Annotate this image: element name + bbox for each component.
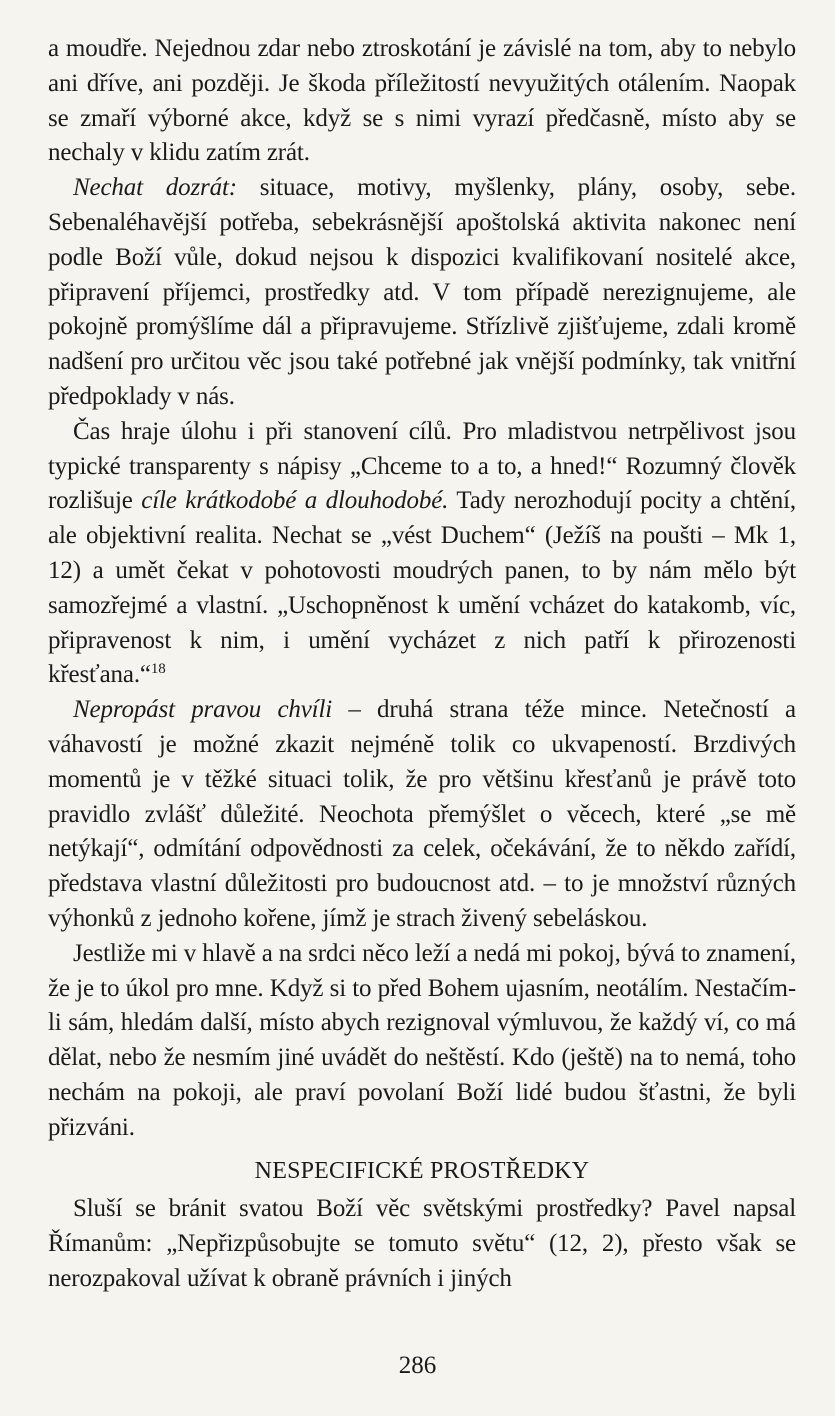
paragraph-continuation [48, 32, 796, 171]
body-text [48, 32, 796, 1297]
paragraph-text: a moudře. Nejednou zdar nebo ztroskotání je závislé na tom, aby to nebylo ani dříve, ani později. Je škoda příležitostí nevyužitých otálením. Naopak se zmaří výborné akce, když se s nimi vyrazí předčasně, místo aby se nechaly v klidu zatím zrát. [48, 35, 796, 167]
italic-lead: Nechat dozrát: [73, 174, 237, 202]
paragraph-nepropast [48, 693, 796, 937]
paragraph-slusi [48, 1192, 796, 1296]
paragraph-text: situace, motivy, myšlenky, plány, osoby, sebe. Sebenaléhavější potřeba, sebekrásnější apoštolská aktivita nakonec není podle Boží vůle, dokud nejsou k dispozici kvalifikovaní nositelé akce, připravení příjemci, prostředky atd. V tom případě nerezignujeme, ale pokojně promýšlíme dál a připravujeme. Střízlivě zjišťujeme, zdali kromě nadšení pro určitou věc jsou také potřebné jak vnější podmínky, tak vnitřní předpoklady v nás. [48, 174, 796, 410]
paragraph-text: Čas hraje úlohu i při stanovení cílů. Pro mladistvou netrpělivost jsou typické transparenty s nápisy „Chceme to a to, a hned!“ Rozumný člověk rozlišuje [48, 417, 796, 515]
paragraph-nechat-dozrat [48, 171, 796, 415]
paragraph-text: Tady nerozhodují pocity a chtění, ale objektivní realita. Nechat se „vést Duchem“ (Ježíš na poušti – Mk 1, 12) a umět čekat v pohotovosti moudrých panen, to by nám mělo být samozřejmé a vlastní. „Uschopněnost k umění vcházet do katakomb, víc, připravenost k nim, i umění vycházet z nich patří k přirozenosti křesťana.“ [48, 487, 796, 689]
italic-phrase: cíle krátkodobé a dlouhodobé. [141, 487, 449, 515]
section-heading: NESPECIFICKÉ PROSTŘEDKY [254, 1157, 590, 1184]
paragraph-jestlize [48, 937, 796, 1146]
italic-lead: Nepropást pravou chvíli [73, 696, 333, 724]
footnote-marker: 18 [150, 661, 166, 678]
paragraph-cas [48, 415, 796, 693]
paragraph-text: – druhá strana téže mince. Netečností a váhavostí je možné zkazit nejméně tolik co ukvapeností. Brzdivých momentů je v těžké situaci tolik, že pro většinu křesťanů je právě toto pravidlo zvlášť důležité. Neochota přemýšlet o věcech, které „se mě netýkají“, odmítání odpovědnosti za celek, očekávání, že to někdo zařídí, představa vlastní důležitosti pro budoucnost atd. – to je množství různých výhonků z jednoho kořene, jímž je strach živený sebeláskou. [48, 696, 796, 932]
page-number: 286 [398, 1352, 437, 1379]
paragraph-text: Sluší se bránit svatou Boží věc světskými prostředky? Pavel napsal Římanům: „Nepřizpůsobujte se tomuto světu“ (12, 2), přesto však se nerozpakoval užívat k obraně právních i jiných [48, 1195, 796, 1292]
paragraph-text: Jestliže mi v hlavě a na srdci něco leží a nedá mi pokoj, bývá to znamení, že je to úkol pro mne. Když si to před Bohem ujasním, neotálím. Nestačím-li sám, hledám další, místo abych rezignoval výmluvou, že každý ví, co má dělat, nebo že nesmím jiné uvádět do neštěstí. Kdo (ještě) na to nemá, toho nechám na pokoji, ale praví povolaní Boží lidé budou šťastni, že byli přizváni. [48, 939, 796, 1141]
